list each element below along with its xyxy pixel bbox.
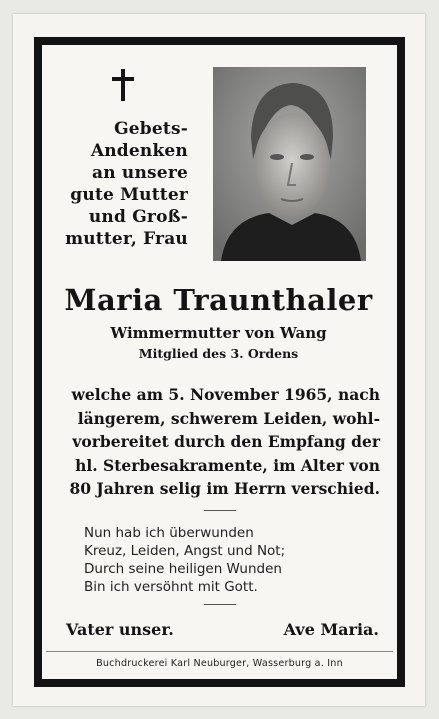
- dedication-line: an unsere: [92, 163, 188, 183]
- cross-icon: [101, 69, 145, 101]
- poem-line: Bin ich versöhnt mit Gott.: [84, 579, 258, 595]
- printer-imprint: Buchdruckerei Karl Neuburger, Wasserburg a. Inn: [96, 658, 343, 669]
- dedication-text: [60, 118, 188, 250]
- obituary-text: [62, 383, 380, 501]
- obituary-line: längerem, schwerem Leiden, wohl-: [77, 408, 380, 428]
- dedication-line: Andenken: [90, 141, 188, 161]
- dedication-line: gute Mutter: [70, 185, 188, 205]
- deceased-title: Wimmermutter von Wang: [110, 324, 327, 342]
- poem-line: Kreuz, Leiden, Angst und Not;: [84, 543, 286, 559]
- obituary-line: welche am 5. November 1965, nach: [71, 385, 380, 404]
- order-membership: Mitglied des 3. Ordens: [138, 346, 299, 361]
- prayer-hail-mary: Ave Maria.: [283, 620, 379, 639]
- portrait-photo: [213, 67, 366, 261]
- obituary-line: vorbereitet durch den Empfang der: [72, 432, 380, 451]
- divider-top: [204, 510, 236, 511]
- poem-line: Durch seine heiligen Wunden: [84, 561, 282, 577]
- deceased-name: Maria Traunthaler: [64, 283, 373, 317]
- poem-line: Nun hab ich überwunden: [84, 525, 254, 541]
- prayer-our-father: Vater unser.: [66, 620, 174, 639]
- obituary-line: 80 Jahren selig im Herrn verschied.: [69, 479, 380, 498]
- dedication-line: Gebets-: [114, 119, 188, 139]
- dedication-line: mutter, Frau: [65, 229, 188, 249]
- divider-bottom: [204, 604, 236, 605]
- obituary-line: hl. Sterbesakramente, im Alter von: [75, 455, 380, 475]
- memorial-poem: [84, 524, 374, 596]
- dedication-line: und Groß-: [88, 207, 188, 227]
- footer-divider: [46, 651, 393, 652]
